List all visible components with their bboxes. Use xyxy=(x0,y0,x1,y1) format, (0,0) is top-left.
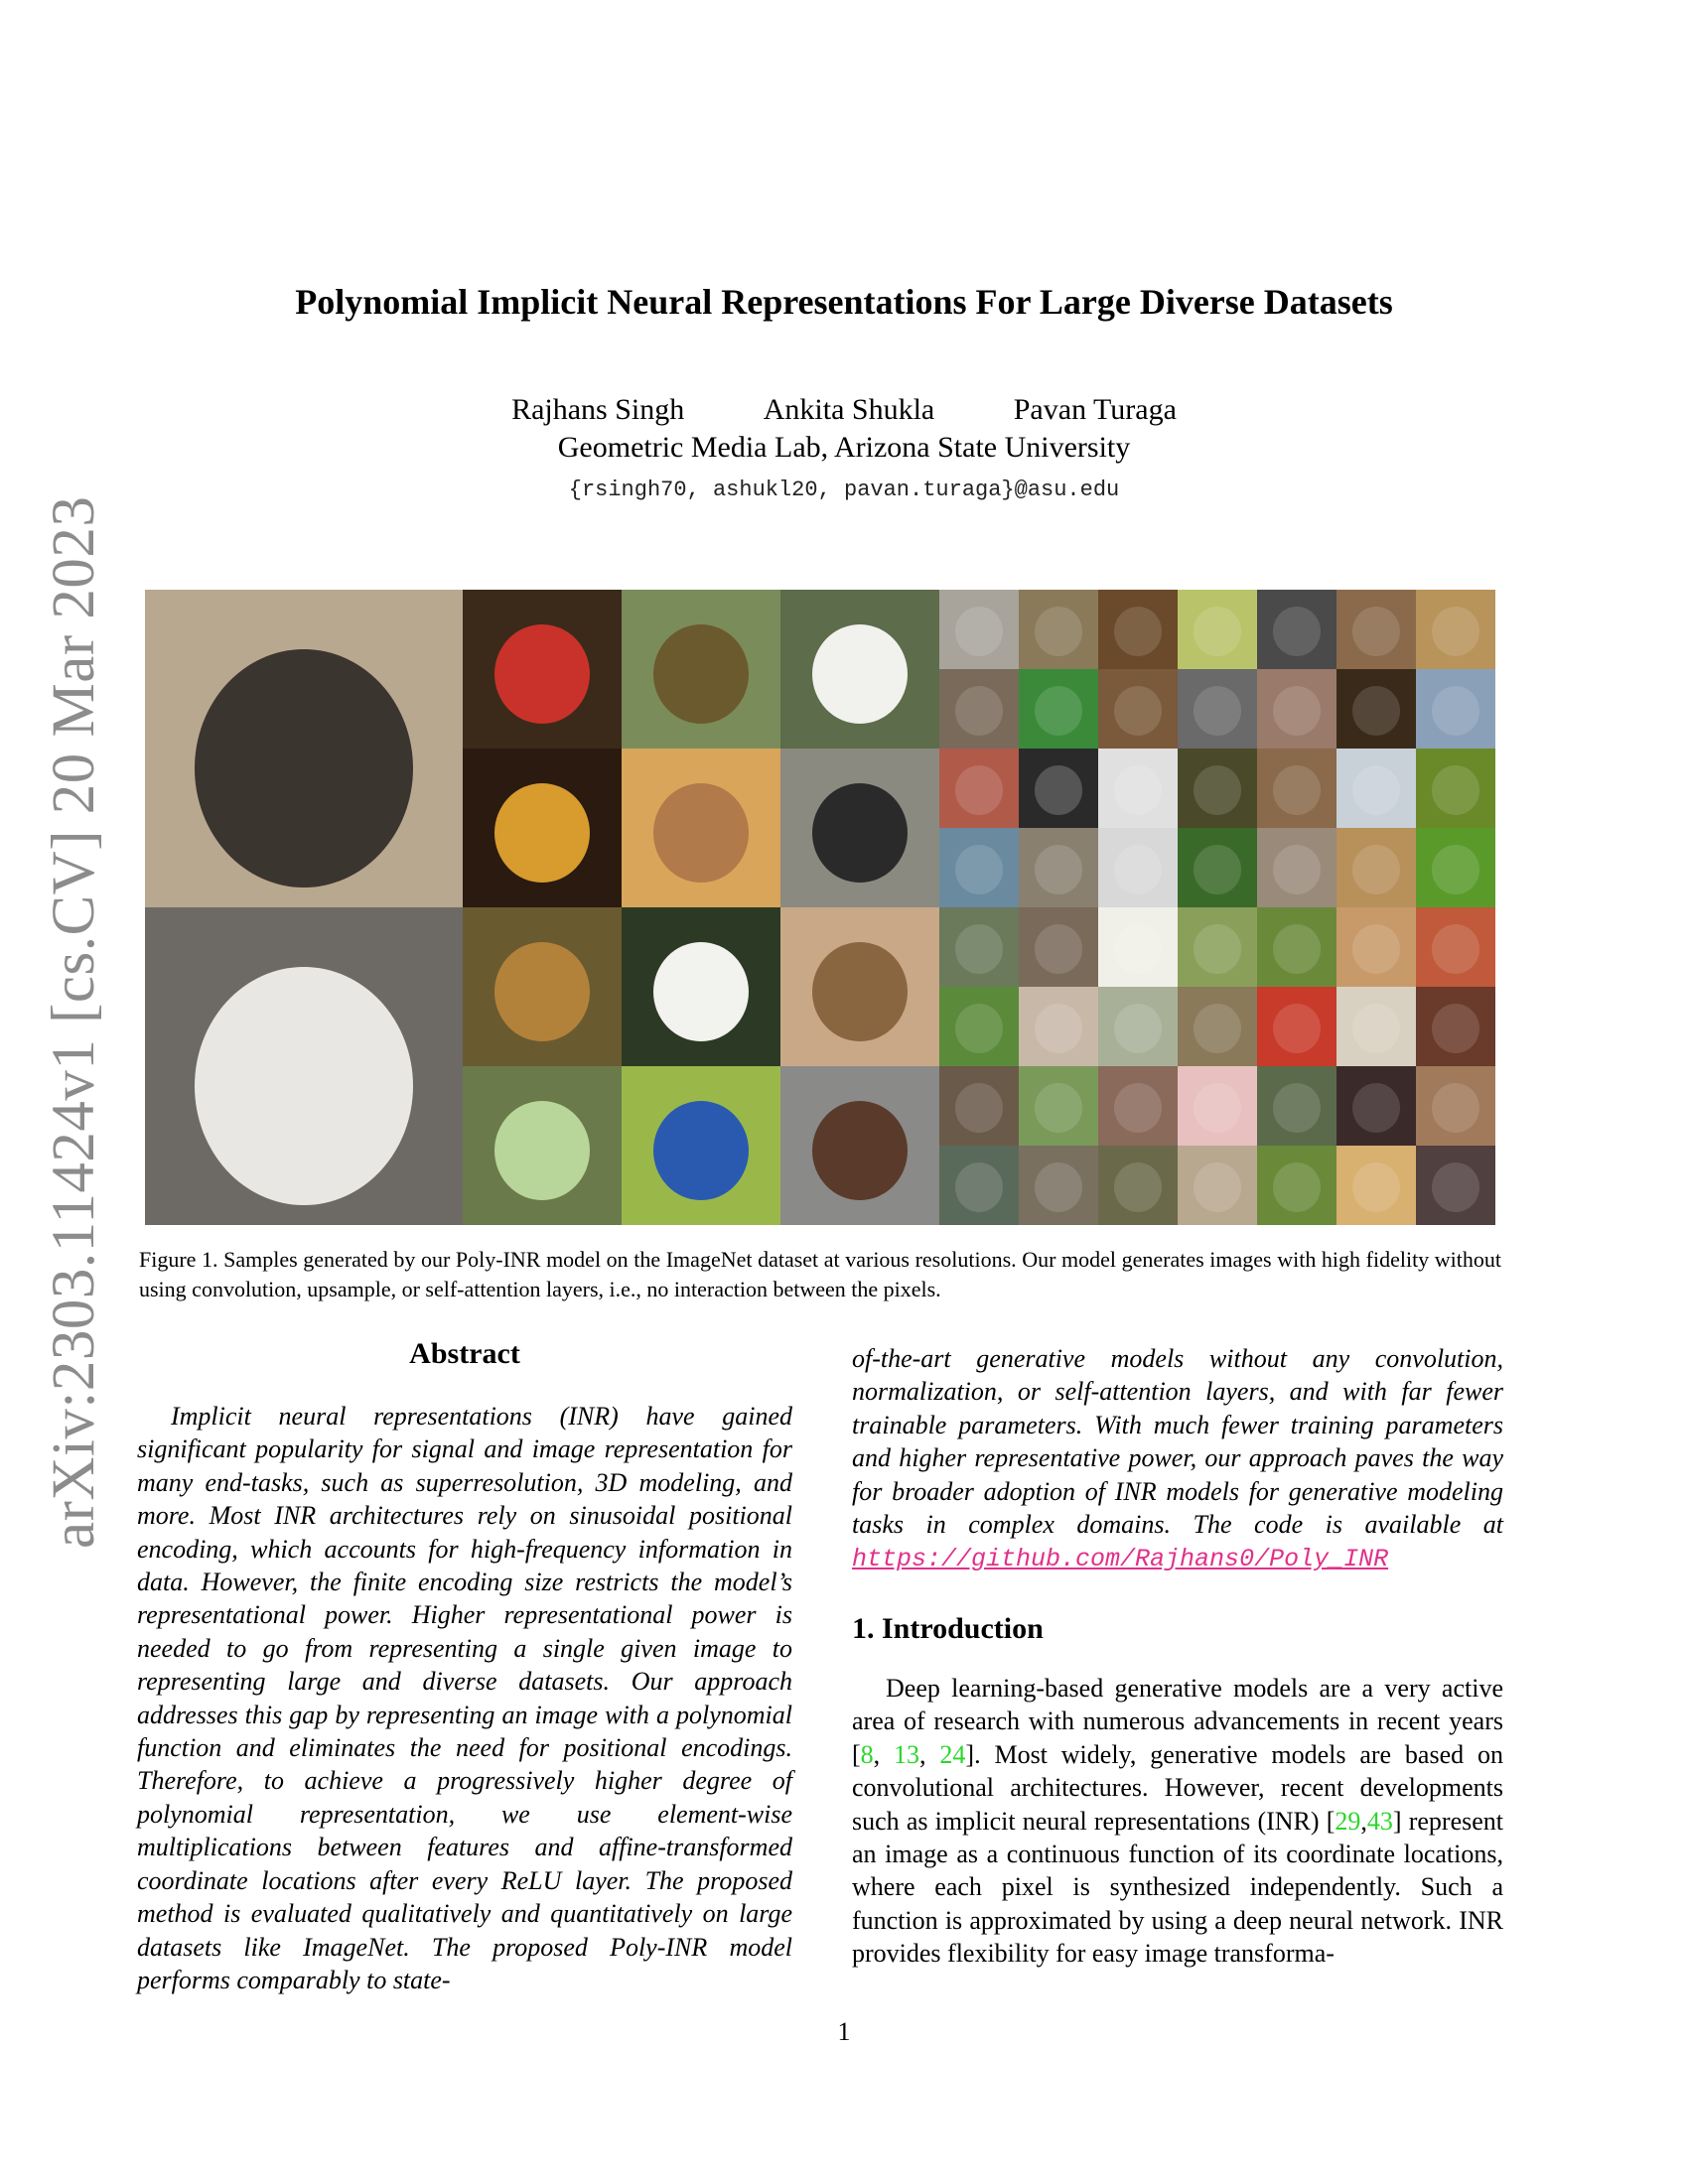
citation-link[interactable]: 13 xyxy=(894,1739,920,1769)
small-sample-subject xyxy=(1432,765,1479,815)
small-sample-subject xyxy=(1432,1083,1479,1133)
small-sample-subject xyxy=(955,1162,1003,1212)
code-link[interactable]: https://github.com/Rajhans0/Poly_INR xyxy=(852,1545,1389,1574)
author-name: Pavan Turaga xyxy=(1013,393,1177,426)
small-sample-subject xyxy=(1352,924,1400,974)
introduction-body xyxy=(852,1672,1503,1971)
small-sample-subject xyxy=(1432,845,1479,894)
small-sample-subject xyxy=(1035,1083,1082,1133)
small-sample-subject xyxy=(955,1004,1003,1053)
small-sample-subject xyxy=(1273,1083,1321,1133)
small-sample-subject xyxy=(1035,686,1082,736)
abstract-text-cont: of-the-art generative models without any convolution, normalization, or self-attention layers, and with far fewer trainable parameters. With much fewer training parameters and higher representative power, our approach paves the way for broader adoption of INR models for generative modeling tasks in complex domains. The code is available at xyxy=(852,1344,1503,1540)
small-sample-subject xyxy=(1273,607,1321,656)
sample-subject-mushroom xyxy=(494,624,590,724)
abstract-text: Implicit neural representations (INR) have gained significant popularity for signal and image representation for many end-tasks, such as superresolution, 3D modeling, and more. Most INR architectures rely on sinusoidal positional encoding, which accounts for high-frequency information in data. However, the finite encoding size restricts the model’s representational power. Higher representational power is needed to go from representing a single given image to representing large and diverse datasets. Our approach addresses this gap by representing an image with a polynomial function and eliminates the need for positional encodings. Therefore, to achieve a progressively higher degree of polynomial representation, we use element-wise multiplications between features and affine-transformed coordinate locations after every ReLU layer. The proposed method is evaluated qualitatively and quantitatively on large datasets like ImageNet. The proposed Poly-INR model performs comparably to state- xyxy=(137,1402,792,1994)
small-sample-subject xyxy=(1035,1004,1082,1053)
sample-subject-coot xyxy=(812,783,908,883)
small-sample-subject xyxy=(1352,845,1400,894)
small-sample-subject xyxy=(1352,1004,1400,1053)
author-name: Rajhans Singh xyxy=(511,393,685,426)
small-sample-subject xyxy=(1432,686,1479,736)
small-sample-subject xyxy=(1114,1162,1162,1212)
sample-subject-merganser xyxy=(812,1101,908,1200)
sample-subject-black-dog xyxy=(195,649,413,887)
small-sample-subject xyxy=(1273,1004,1321,1053)
sample-subject-indigo-bunting xyxy=(653,1101,749,1200)
small-sample-subject xyxy=(955,924,1003,974)
small-sample-subject xyxy=(1114,686,1162,736)
citation-sep: , xyxy=(919,1739,940,1769)
small-sample-subject xyxy=(1194,765,1241,815)
sample-subject-spider xyxy=(653,624,749,724)
sample-subject-egret xyxy=(653,942,749,1041)
small-sample-subject xyxy=(1194,1162,1241,1212)
small-sample-subject xyxy=(1273,924,1321,974)
sample-subject-lion xyxy=(494,942,590,1041)
sample-image-grid xyxy=(145,590,1495,1225)
small-sample-subject xyxy=(1352,1083,1400,1133)
abstract-continued xyxy=(852,1342,1503,1576)
small-sample-subject xyxy=(1352,607,1400,656)
paper-title: Polynomial Implicit Neural Representations For Large Diverse Datasets xyxy=(295,282,1393,322)
right-column xyxy=(852,1342,1503,1576)
small-sample-subject xyxy=(1035,765,1082,815)
citation-link[interactable]: 24 xyxy=(939,1739,966,1769)
affiliation: Geometric Media Lab, Arizona State University xyxy=(557,431,1131,464)
small-sample-subject xyxy=(1273,765,1321,815)
section-heading: 1. Introduction xyxy=(852,1612,1044,1645)
figure-caption: Figure 1. Samples generated by our Poly-INR model on the ImageNet dataset at various resolutions. Our model generates images with high fidelity without using convolution, upsample, or self-attention layers, i.e., no interaction between the pixels. xyxy=(139,1247,1501,1301)
small-sample-subject xyxy=(1432,607,1479,656)
small-sample-subject xyxy=(1035,1162,1082,1212)
small-sample-subject xyxy=(1194,924,1241,974)
small-sample-subject xyxy=(1114,845,1162,894)
sample-subject-panda xyxy=(812,624,908,724)
small-sample-subject xyxy=(1035,607,1082,656)
citation-sep: , xyxy=(873,1739,895,1769)
sample-subject-beer-glass xyxy=(494,783,590,883)
intro-text: ] represent an image as a continuous function of its coordinate locations, where each pixel is synthesized independently. Such a function is approximated by using a deep neural network. INR provides flexibility for easy image transforma- xyxy=(852,1806,1504,1969)
small-sample-subject xyxy=(1114,1004,1162,1053)
small-sample-subject xyxy=(1194,607,1241,656)
small-sample-subject xyxy=(1273,1162,1321,1212)
sample-subject-cabbage xyxy=(494,1101,590,1200)
page-number: 1 xyxy=(837,2017,851,2046)
intro-text: Deep learning-based generative models are a very active area of research with numerous advancements in recent years [ xyxy=(852,1674,1503,1769)
small-sample-subject xyxy=(1352,765,1400,815)
small-sample-subject xyxy=(1194,845,1241,894)
small-sample-subject xyxy=(955,686,1003,736)
abstract-body-left xyxy=(137,1400,792,1996)
small-sample-subject xyxy=(1035,845,1082,894)
small-sample-subject xyxy=(1114,924,1162,974)
image-grid-svg xyxy=(145,590,1495,1225)
arxiv-identifier: arXiv:2303.11424v1 [cs.CV] 20 Mar 2023 xyxy=(41,495,107,1549)
abstract-heading: Abstract xyxy=(409,1337,520,1370)
author-emails: {rsingh70, ashukl20, pavan.turaga}@asu.edu xyxy=(568,478,1120,502)
citation-link[interactable]: 43 xyxy=(1366,1806,1393,1836)
intro-text: ]. Most widely, generative models are based on convolutional architectures. However, recent developments such as implicit neural representations (INR) [ xyxy=(852,1739,1503,1836)
small-sample-subject xyxy=(1194,1083,1241,1133)
small-sample-subject xyxy=(1432,1004,1479,1053)
small-sample-subject xyxy=(1114,765,1162,815)
small-sample-subject xyxy=(1114,607,1162,656)
small-sample-subject xyxy=(955,1083,1003,1133)
sample-subject-hamster xyxy=(653,783,749,883)
small-sample-subject xyxy=(1352,686,1400,736)
small-sample-subject xyxy=(1432,924,1479,974)
sample-subject-yorkie xyxy=(812,942,908,1041)
introduction-paragraph xyxy=(852,1672,1503,1971)
small-sample-subject xyxy=(955,607,1003,656)
citation-sep: , xyxy=(1360,1806,1367,1836)
small-sample-subject xyxy=(955,765,1003,815)
small-sample-subject xyxy=(1273,686,1321,736)
sample-subject-white-dog xyxy=(195,967,413,1205)
small-sample-subject xyxy=(1194,1004,1241,1053)
small-sample-subject xyxy=(1273,845,1321,894)
small-sample-subject xyxy=(1194,686,1241,736)
citation-link[interactable]: 8 xyxy=(860,1739,874,1769)
small-sample-subject xyxy=(1114,1083,1162,1133)
small-sample-subject xyxy=(1432,1162,1479,1212)
small-sample-subject xyxy=(1352,1162,1400,1212)
author-list xyxy=(0,393,1688,427)
small-sample-subject xyxy=(955,845,1003,894)
author-name: Ankita Shukla xyxy=(763,393,935,426)
citation-link[interactable]: 29 xyxy=(1335,1806,1361,1836)
small-sample-subject xyxy=(1035,924,1082,974)
